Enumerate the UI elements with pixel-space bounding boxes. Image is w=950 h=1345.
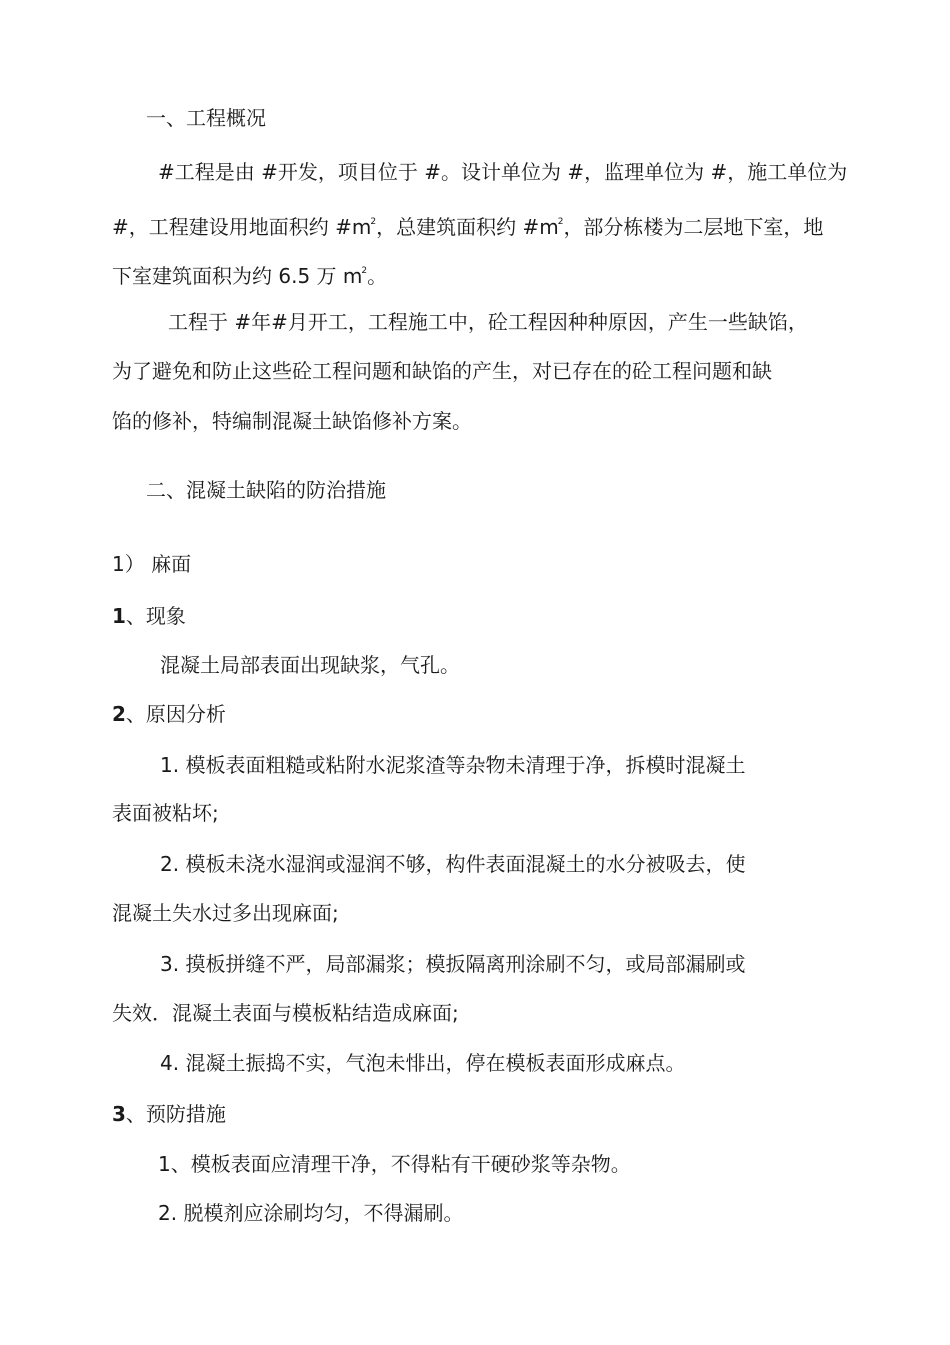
- item-cause-heading: [112, 700, 226, 728]
- cause-3-line2: 失效．混凝土表面与模板粘结造成麻面;: [112, 1001, 459, 1025]
- item-prevention-heading: [112, 1100, 226, 1128]
- cause-1-line2: 表面被粘坏;: [112, 801, 219, 825]
- prevention-1: 1、模板表面应清理干净，不得粘有干硬砂浆等杂物。: [158, 1152, 631, 1176]
- overview-line2: [112, 208, 824, 239]
- cause-2-line1: 2. 模板未浇水湿润或湿润不够，构件表面混凝土的水分被吸去，使: [160, 852, 746, 876]
- item-phenomenon-heading: [112, 602, 186, 630]
- item-label: 、原因分析: [125, 702, 226, 726]
- cause-3-line1: 3. 摸板拼缝不严，局部漏浆；模扳隔离刑涂刷不匀，或局部漏刷或: [160, 952, 746, 976]
- overview-line3-part2: 。: [367, 264, 388, 288]
- cause-1-line1: 1. 模板表面粗糙或粘附水泥浆渣等杂物未清理于净，拆模时混凝土: [160, 753, 746, 777]
- subsection-title: 1） 麻面: [112, 552, 192, 576]
- overview-line1: #工程是由 #开发，项目位于 #。设计单位为 #，监理单位为 #，施工单位为: [158, 160, 848, 184]
- intro-line2: 为了避免和防止这些砼工程问题和缺馅的产生，对已存在的砼工程问题和缺: [112, 359, 772, 383]
- item-number: 2: [112, 702, 126, 726]
- cause-4: 4. 混凝土振捣不实，气泡未悱出，停在模板表面形成麻点。: [160, 1051, 686, 1075]
- square-superscript: 2: [370, 217, 377, 227]
- square-superscript: 2: [361, 266, 368, 276]
- prevention-2: 2. 脱模剂应涂刷均匀，不得漏刷。: [158, 1201, 464, 1225]
- phenomenon-text: 混凝土局部表面出现缺浆，气孔。: [160, 653, 460, 677]
- overview-line2-part3: ，部分栋楼为二层地下室，地: [563, 215, 824, 239]
- overview-line2-part1: #，工程建设用地面积约 #m: [112, 215, 372, 239]
- cause-2-line2: 混凝土失水过多出现麻面;: [112, 901, 339, 925]
- intro-line3: 馅的修补，特编制混凝土缺馅修补方案。: [112, 409, 472, 433]
- item-number: 1: [112, 604, 126, 628]
- item-number: 3: [112, 1102, 126, 1126]
- overview-line2-part2: ，总建筑面积约 #m: [376, 215, 559, 239]
- overview-line3: [112, 257, 388, 288]
- intro-line1: 工程于 #年#月开工，工程施工中，砼工程因种种原因，产生一些缺馅，: [168, 310, 808, 334]
- item-label: 、现象: [125, 604, 186, 628]
- section2-heading: 二、混凝土缺陷的防治措施: [146, 478, 386, 502]
- section1-heading: 一、工程概况: [146, 106, 266, 130]
- square-superscript: 2: [557, 217, 564, 227]
- item-label: 、预防措施: [125, 1102, 226, 1126]
- overview-line3-part1: 下室建筑面积为约 6.5 万 m: [112, 264, 363, 288]
